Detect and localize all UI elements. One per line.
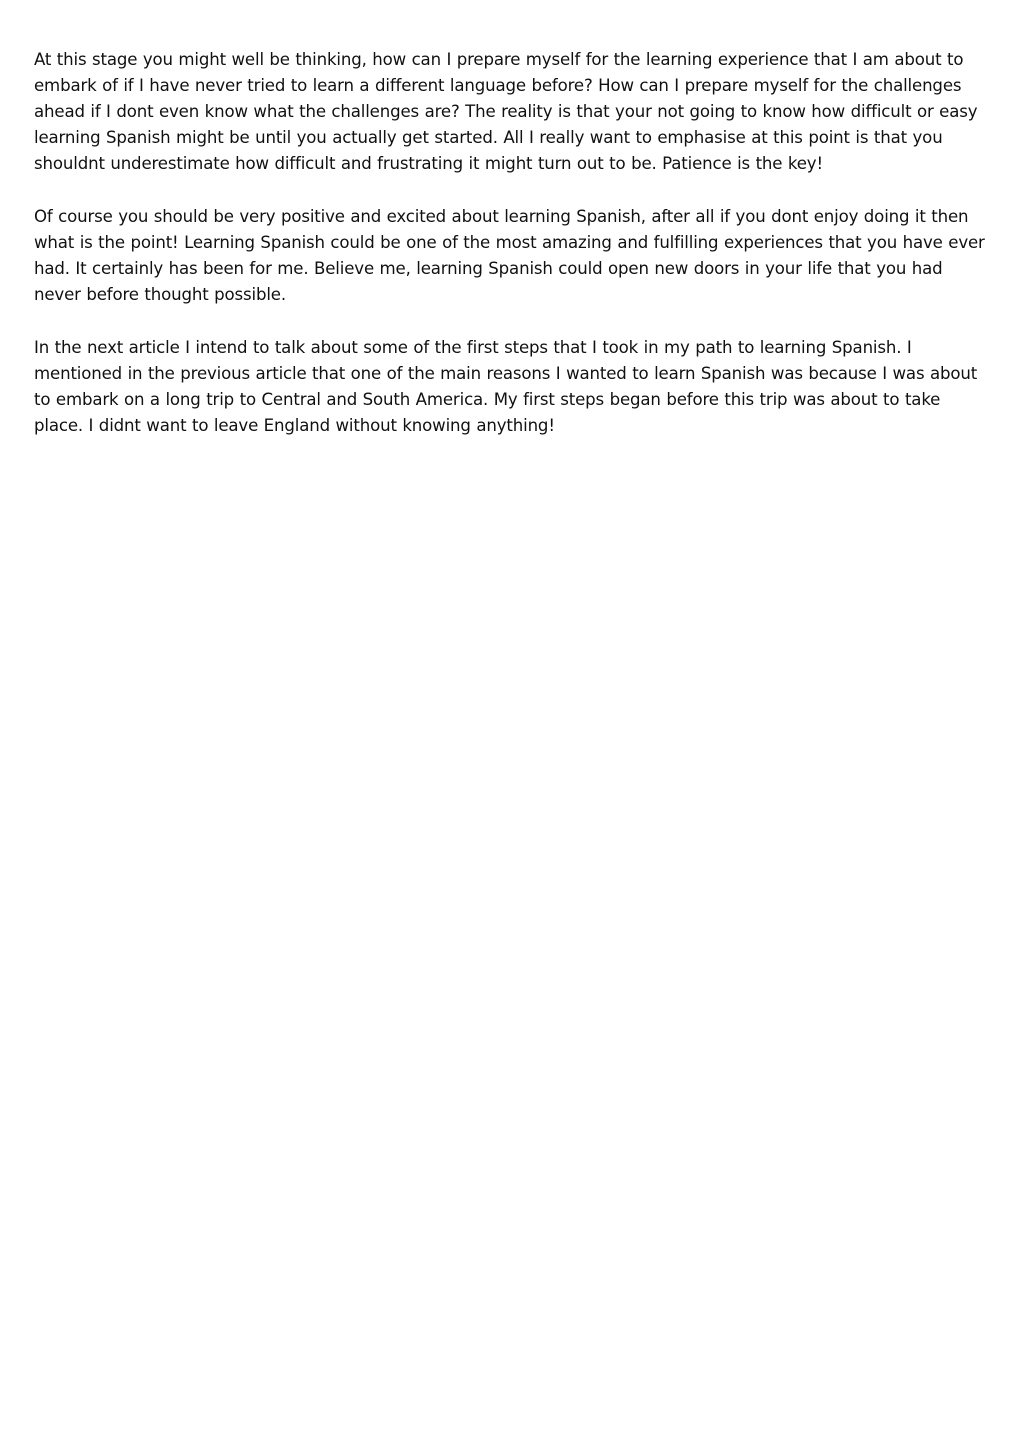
paragraph-3: In the next article I intend to talk about some of the first steps that I took in my path to learning Spanish. I mentioned in the previous article that one of the main reasons I wanted to learn Spanish was because I was about to embark on a long trip to Central and South America. My first steps began before this trip was about to take place. I didnt want to leave England without knowing anything!	[34, 338, 978, 435]
paragraph-2: Of course you should be very positive and excited about learning Spanish, after all if you dont enjoy doing it then what is the point! Learning Spanish could be one of the most amazing and fulfilling experiences that you have ever had. It certainly has been for me. Believe me, learning Spanish could open new doors in your life that you had never before thought possible.	[34, 207, 985, 304]
document-body	[34, 47, 994, 466]
paragraph-1: At this stage you might well be thinking, how can I prepare myself for the learning experience that I am about to embark of if I have never tried to learn a different language before? How can I prepare myself for the challenges ahead if I dont even know what the challenges are? The reality is that your not going to know how difficult or easy learning Spanish might be until you actually get started. All I really want to emphasise at this point is that you shouldnt underestimate how difficult and frustrating it might turn out to be. Patience is the key!	[34, 50, 978, 173]
